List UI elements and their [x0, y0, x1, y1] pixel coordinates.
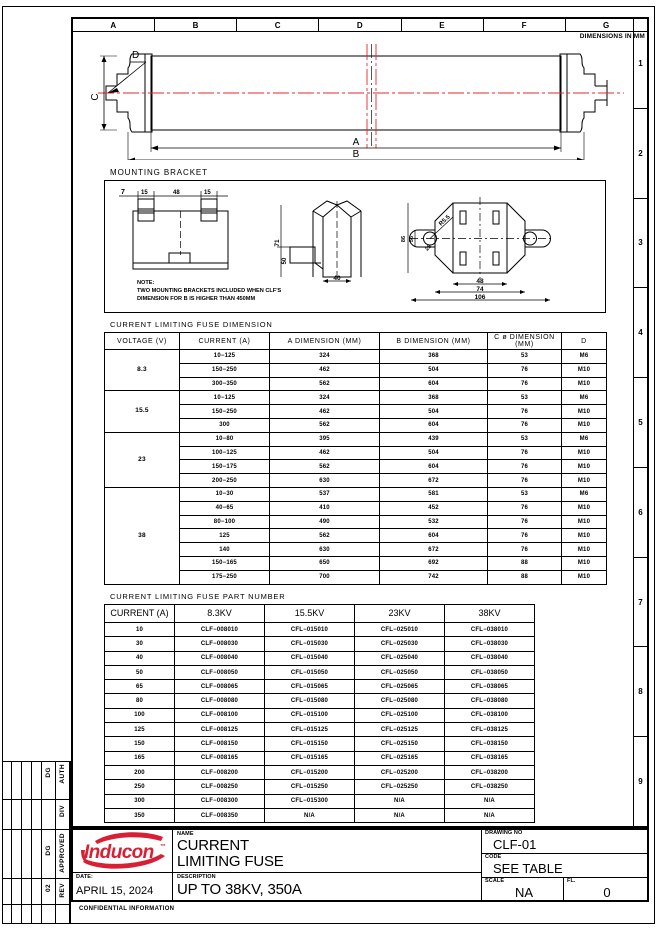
dimension-table-header-4: C ø DIMENSION (MM)	[488, 333, 562, 350]
dimensions-unit-note: DIMENSIONS IN MM	[579, 33, 645, 40]
table-row	[105, 543, 607, 557]
fl-value: 0	[603, 885, 611, 900]
cell-d: M10	[562, 501, 607, 515]
cell-kv155: CFL−015080	[265, 694, 355, 708]
table-row	[105, 350, 607, 364]
code-label: CODE	[485, 854, 502, 860]
scale-label: SCALE	[485, 878, 505, 884]
drawing-no-label: DRAWING NO	[485, 830, 523, 836]
dim-label-c: C	[90, 93, 101, 101]
note-title: NOTE:	[137, 280, 155, 286]
logo-wordmark: Inducon	[84, 842, 154, 863]
cell-d: M6	[562, 391, 607, 405]
dimension-table-caption: CURRENT LIMITING FUSE DIMENSION	[110, 320, 273, 329]
cell-a: 562	[270, 418, 380, 432]
drawing-no-cell	[482, 830, 647, 854]
cell-a: 562	[270, 460, 380, 474]
part-number-header-1: 8.3KV	[175, 605, 265, 623]
cell-d: M10	[562, 543, 607, 557]
cell-kv83: CLF−008250	[175, 780, 265, 794]
cell-kv38: CFL−038250	[445, 780, 535, 794]
table-row	[105, 405, 607, 419]
cell-kv23: CFL−025080	[355, 694, 445, 708]
dimension-table-header-0: VOLTAGE (V)	[105, 333, 180, 350]
cell-d: M10	[562, 405, 607, 419]
cell-b: 604	[380, 529, 488, 543]
dim-r55: R5.5	[438, 214, 452, 228]
scale-value: NA	[514, 885, 534, 900]
cell-kv23: CFL−025200	[355, 765, 445, 779]
table-row	[105, 780, 535, 794]
cell-current: 10	[105, 623, 175, 637]
cell-current: 150	[105, 737, 175, 751]
dim-50: 50	[282, 257, 288, 265]
cell-kv83: CLF−008100	[175, 708, 265, 722]
voltage-group-15.5: 15.5	[105, 391, 180, 432]
cell-kv23: CFL−025030	[355, 637, 445, 651]
dim-74: 74	[476, 286, 484, 293]
cell-kv23: CFL−025165	[355, 751, 445, 765]
product-name-line-2: LIMITING FUSE	[177, 853, 284, 870]
cell-b: 604	[380, 377, 488, 391]
cell-c: 76	[488, 543, 562, 557]
zone-letter-B: B	[155, 19, 237, 31]
cell-current: 50	[105, 665, 175, 679]
cell-b: 504	[380, 446, 488, 460]
name-cell	[173, 830, 481, 873]
cell-c: 53	[488, 350, 562, 364]
table-row	[105, 665, 535, 679]
cell-kv38: CFL−038030	[445, 637, 535, 651]
cell-kv23: CFL−025040	[355, 651, 445, 665]
dim-label-a: A	[352, 137, 360, 148]
cell-kv83: CLF−008010	[175, 623, 265, 637]
zone-number-3: 3	[634, 199, 647, 289]
cell-kv155: CFL−015165	[265, 751, 355, 765]
cell-current: 10−30	[180, 487, 270, 501]
cell-kv83: CLF−008040	[175, 651, 265, 665]
dim-56: 56	[409, 235, 415, 243]
dim-48: 48	[173, 190, 180, 196]
cell-kv38: CFL−038165	[445, 751, 535, 765]
date-label: DATE:	[76, 874, 93, 880]
rev-rev-value: 02	[45, 884, 52, 893]
cell-kv155: CFL−015125	[265, 723, 355, 737]
table-row	[105, 637, 535, 651]
dim-86: 86	[401, 235, 407, 243]
cell-current: 150−165	[180, 556, 270, 570]
cell-kv23: CFL−025150	[355, 737, 445, 751]
cell-kv38: CFL−038040	[445, 651, 535, 665]
cell-b: 452	[380, 501, 488, 515]
rev-col-2	[12, 761, 22, 923]
cell-current: 40	[105, 651, 175, 665]
cell-kv38: CFL−038100	[445, 708, 535, 722]
cell-kv38: CFL−038200	[445, 765, 535, 779]
cell-kv83: CLF−008300	[175, 794, 265, 808]
cell-kv155: CFL−015040	[265, 651, 355, 665]
cell-kv23: CFL−025100	[355, 708, 445, 722]
table-row	[105, 377, 607, 391]
cell-d: M10	[562, 515, 607, 529]
rev-rev-label: REV	[59, 883, 66, 898]
cell-current: 100	[105, 708, 175, 722]
cell-b: 368	[380, 391, 488, 405]
table-row	[105, 556, 607, 570]
dim-106: 106	[474, 294, 486, 301]
cell-c: 76	[488, 515, 562, 529]
rev-col-3	[22, 761, 32, 923]
cell-current: 300−350	[180, 377, 270, 391]
zone-letter-G: G	[603, 20, 610, 30]
table-row	[105, 694, 535, 708]
cell-c: 76	[488, 377, 562, 391]
cell-kv83: CLF−008065	[175, 680, 265, 694]
cell-kv83: CLF−008350	[175, 808, 265, 822]
cell-current: 300	[105, 794, 175, 808]
cell-kv155: CFL−015065	[265, 680, 355, 694]
cell-d: M10	[562, 418, 607, 432]
zone-number-7: 7	[634, 558, 647, 648]
cell-kv38: CFL−038010	[445, 623, 535, 637]
cell-kv155: CFL−015050	[265, 665, 355, 679]
cell-b: 532	[380, 515, 488, 529]
zone-number-9: 9	[638, 777, 643, 787]
cell-b: 604	[380, 460, 488, 474]
cell-c: 53	[488, 487, 562, 501]
cell-kv23: CFL−025050	[355, 665, 445, 679]
cell-kv155: CFL−015200	[265, 765, 355, 779]
zone-number-1: 1	[634, 19, 647, 109]
cell-kv83: CLF−008200	[175, 765, 265, 779]
cell-kv23: CFL−025010	[355, 623, 445, 637]
description-label: DESCRIPTION	[177, 874, 216, 880]
inducon-logo	[77, 832, 169, 871]
table-row	[105, 737, 535, 751]
table-row	[105, 391, 607, 405]
cell-current: 10−125	[180, 391, 270, 405]
dim-label-d: D	[132, 50, 140, 61]
cell-kv23: N/A	[355, 808, 445, 822]
cell-kv155: N/A	[265, 808, 355, 822]
rev-div-label: DIV	[59, 805, 66, 818]
cell-current: 100−125	[180, 446, 270, 460]
cell-kv38: CFL−038150	[445, 737, 535, 751]
cell-c: 76	[488, 405, 562, 419]
cell-a: 462	[270, 446, 380, 460]
title-block-number-column	[482, 830, 647, 900]
cell-b: 504	[380, 363, 488, 377]
title-block	[71, 828, 649, 902]
zone-number-2: 2	[634, 109, 647, 199]
cell-current: 200−250	[180, 474, 270, 488]
cell-a: 490	[270, 515, 380, 529]
cell-kv38: CFL−038080	[445, 694, 535, 708]
cell-c: 53	[488, 391, 562, 405]
cell-d: M6	[562, 350, 607, 364]
title-block-logo-column	[73, 830, 173, 900]
table-row	[105, 765, 535, 779]
scale-fl-row	[482, 878, 647, 900]
cell-current: 175−250	[180, 570, 270, 584]
table-row	[105, 418, 607, 432]
part-number-header-3: 23KV	[355, 605, 445, 623]
name-label: NAME	[177, 831, 194, 837]
cell-d: M6	[562, 432, 607, 446]
cell-kv83: CLF−008030	[175, 637, 265, 651]
cell-kv38: N/A	[445, 808, 535, 822]
dimension-table	[104, 332, 607, 585]
dim-40: 40	[333, 275, 341, 282]
voltage-group-23: 23	[105, 432, 180, 487]
cell-a: 650	[270, 556, 380, 570]
cell-d: M10	[562, 570, 607, 584]
cell-current: 10−80	[180, 432, 270, 446]
cell-a: 324	[270, 391, 380, 405]
cell-kv83: CLF−008165	[175, 751, 265, 765]
table-row	[105, 363, 607, 377]
title-block-name-column	[173, 830, 482, 900]
cell-current: 350	[105, 808, 175, 822]
cell-kv38: CFL−038065	[445, 680, 535, 694]
cell-b: 368	[380, 350, 488, 364]
zone-letter-E: E	[402, 19, 484, 31]
cell-current: 80	[105, 694, 175, 708]
cell-b: 672	[380, 474, 488, 488]
fl-cell	[564, 878, 647, 900]
table-row	[105, 623, 535, 637]
dimension-table-header-1: CURRENT (A)	[180, 333, 270, 350]
table-row	[105, 487, 607, 501]
dim-48-top: 48	[476, 278, 484, 285]
cell-kv38: N/A	[445, 794, 535, 808]
fl-label: FL.	[567, 878, 576, 884]
zone-letter-C: C	[237, 19, 319, 31]
cell-d: M6	[562, 487, 607, 501]
cell-a: 630	[270, 543, 380, 557]
table-row	[105, 570, 607, 584]
rev-auth-label: AUTH	[59, 764, 66, 784]
table-row	[105, 808, 535, 822]
cell-a: 410	[270, 501, 380, 515]
cell-c: 76	[488, 446, 562, 460]
table-row	[105, 529, 607, 543]
part-number-table-caption: CURRENT LIMITING FUSE PART NUMBER	[110, 592, 286, 601]
cell-a: 324	[270, 350, 380, 364]
cell-kv155: CFL−015030	[265, 637, 355, 651]
cell-b: 439	[380, 432, 488, 446]
cell-kv23: CFL−025125	[355, 723, 445, 737]
cell-current: 150−250	[180, 405, 270, 419]
zone-number-6: 6	[634, 468, 647, 558]
cell-d: M10	[562, 460, 607, 474]
cell-c: 88	[488, 556, 562, 570]
cell-c: 88	[488, 570, 562, 584]
cell-kv83: CLF−008125	[175, 723, 265, 737]
table-row	[105, 474, 607, 488]
cell-d: M10	[562, 556, 607, 570]
zone-number-4: 4	[634, 288, 647, 378]
dim-15b: 15	[204, 190, 211, 196]
cell-current: 125	[180, 529, 270, 543]
table-row	[105, 460, 607, 474]
cell-a: 700	[270, 570, 380, 584]
part-number-table	[104, 604, 535, 823]
table-row	[105, 446, 607, 460]
cell-current: 200	[105, 765, 175, 779]
zone-number-5: 5	[634, 378, 647, 468]
description-cell	[173, 873, 481, 900]
cell-b: 581	[380, 487, 488, 501]
cell-d: M10	[562, 363, 607, 377]
cell-b: 672	[380, 543, 488, 557]
mounting-bracket-caption: MOUNTING BRACKET	[110, 168, 208, 177]
zone-number-8: 8	[634, 647, 647, 737]
cell-d: M10	[562, 474, 607, 488]
cell-current: 80−100	[180, 515, 270, 529]
cell-current: 125	[105, 723, 175, 737]
mounting-bracket-detail-box	[104, 180, 606, 313]
dimension-table-header-2: A DIMENSION (MM)	[270, 333, 380, 350]
cell-current: 65	[105, 680, 175, 694]
cell-a: 562	[270, 377, 380, 391]
code-cell	[482, 854, 647, 878]
cell-current: 300	[180, 418, 270, 432]
cell-current: 165	[105, 751, 175, 765]
cell-b: 742	[380, 570, 488, 584]
table-row	[105, 751, 535, 765]
cell-a: 462	[270, 363, 380, 377]
cell-current: 150−175	[180, 460, 270, 474]
cell-kv155: CFL−015250	[265, 780, 355, 794]
cell-a: 395	[270, 432, 380, 446]
rev-approved-label: APPROVED	[59, 833, 66, 873]
voltage-group-8.3: 8.3	[105, 350, 180, 391]
cell-kv155: CFL−015150	[265, 737, 355, 751]
cell-kv155: CFL−015300	[265, 794, 355, 808]
cell-c: 76	[488, 460, 562, 474]
dimension-table-header-row	[105, 333, 607, 350]
table-row	[105, 794, 535, 808]
date-value: APRIL 15, 2024	[76, 885, 154, 897]
cell-c: 76	[488, 529, 562, 543]
cell-c: 53	[488, 432, 562, 446]
fuse-elevation-view	[84, 40, 629, 160]
cell-kv155: CFL−015100	[265, 708, 355, 722]
cell-kv38: CFL−038050	[445, 665, 535, 679]
cell-d: M10	[562, 377, 607, 391]
cell-d: M10	[562, 529, 607, 543]
rev-auth-value: DG	[45, 767, 52, 778]
cell-b: 692	[380, 556, 488, 570]
logo-trademark-icon: ™	[160, 844, 166, 850]
voltage-group-38: 38	[105, 487, 180, 584]
cell-kv23: CFL−025065	[355, 680, 445, 694]
cell-kv23: CFL−025250	[355, 780, 445, 794]
part-number-table-header-row	[105, 605, 535, 623]
cell-kv38: CFL−038125	[445, 723, 535, 737]
table-row	[105, 501, 607, 515]
zone-letter-A: A	[73, 19, 155, 31]
cell-current: 150−250	[180, 363, 270, 377]
cell-current: 30	[105, 637, 175, 651]
table-row	[105, 515, 607, 529]
dim-25: 25	[424, 243, 433, 253]
cell-kv83: CLF−008050	[175, 665, 265, 679]
cell-a: 562	[270, 529, 380, 543]
zone-letter-D: D	[319, 19, 401, 31]
rev-col-1	[3, 761, 12, 923]
code-value: SEE TABLE	[493, 861, 563, 876]
cell-a: 462	[270, 405, 380, 419]
dim-71: 71	[274, 239, 281, 247]
confidential-notice: CONFIDENTIAL INFORMATION	[79, 906, 175, 912]
cell-b: 604	[380, 418, 488, 432]
dim-15a: 15	[141, 190, 148, 196]
cell-c: 76	[488, 501, 562, 515]
table-row	[105, 723, 535, 737]
cell-current: 40−65	[180, 501, 270, 515]
rev-col-4	[32, 761, 42, 923]
scale-cell	[482, 878, 564, 900]
cell-c: 76	[488, 363, 562, 377]
rev-approved-value: DG	[45, 845, 52, 856]
dimension-table-header-5: D	[562, 333, 607, 350]
description-value: UP TO 38KV, 350A	[177, 881, 302, 898]
cell-c: 76	[488, 418, 562, 432]
cell-c: 76	[488, 474, 562, 488]
part-number-header-2: 15.5KV	[265, 605, 355, 623]
table-row	[105, 708, 535, 722]
zone-letter-strip	[73, 19, 647, 32]
part-number-header-0: CURRENT (A)	[105, 605, 175, 623]
cell-kv83: CLF−008080	[175, 694, 265, 708]
rev-col-initials	[42, 761, 56, 923]
table-row	[105, 651, 535, 665]
logo-cell	[73, 830, 172, 873]
product-name-line-1: CURRENT	[177, 837, 249, 854]
cell-current: 10−125	[180, 350, 270, 364]
part-number-header-4: 38KV	[445, 605, 535, 623]
cell-kv83: CLF−008150	[175, 737, 265, 751]
cell-kv155: CFL−015010	[265, 623, 355, 637]
zone-letter-F: F	[484, 19, 566, 31]
note-line-2: DIMENSION FOR B IS HIGHER THAN 450MM	[137, 296, 256, 302]
cell-a: 630	[270, 474, 380, 488]
table-row	[105, 432, 607, 446]
zone-number-strip	[633, 19, 647, 826]
drawing-no-value: CLF-01	[493, 837, 537, 852]
dim-label-b: B	[352, 149, 360, 160]
table-row	[105, 680, 535, 694]
dim-7: 7	[121, 189, 125, 196]
date-cell	[73, 873, 172, 900]
cell-d: M10	[562, 446, 607, 460]
note-line-1: TWO MOUNTING BRACKETS INCLUDED WHEN CLF'S	[137, 288, 282, 294]
cell-kv23: N/A	[355, 794, 445, 808]
revision-block	[3, 761, 71, 923]
dimension-table-header-3: B DIMENSION (MM)	[380, 333, 488, 350]
cell-b: 504	[380, 405, 488, 419]
cell-a: 537	[270, 487, 380, 501]
cell-current: 250	[105, 780, 175, 794]
cell-current: 140	[180, 543, 270, 557]
